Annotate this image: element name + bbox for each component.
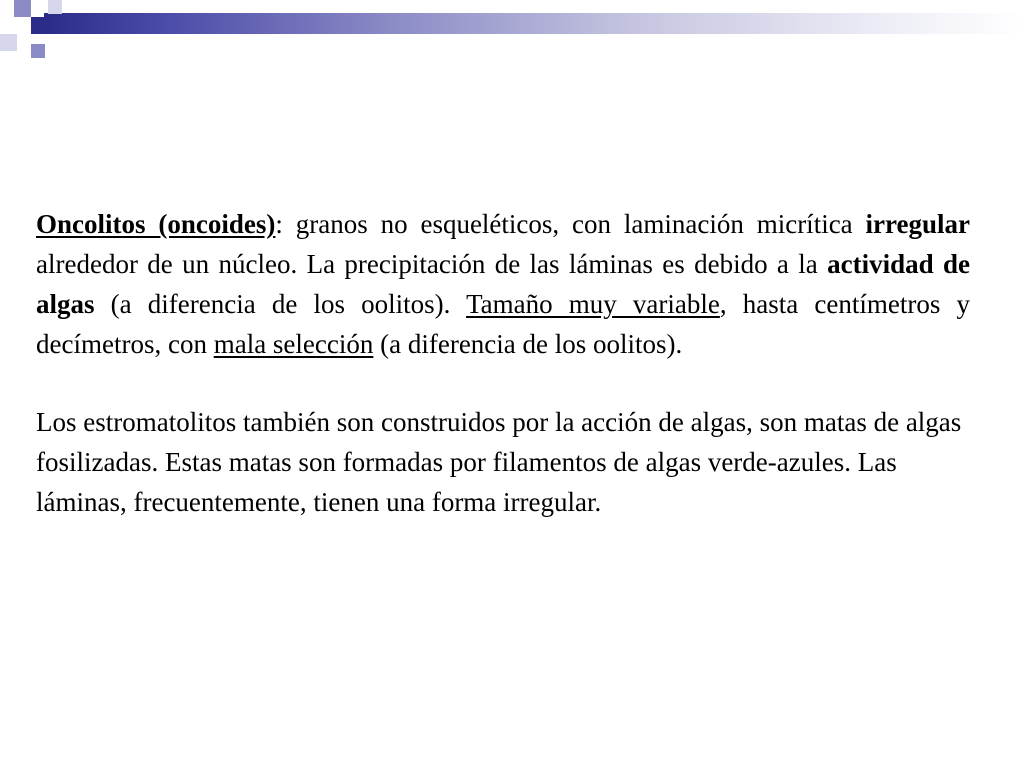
text-segment: alrededor de un núcleo. La precipitación de las láminas es debido a la xyxy=(36,249,828,279)
decor-square xyxy=(31,17,48,34)
term-oncolitos: Oncolitos (oncoides) xyxy=(36,209,276,239)
decor-square xyxy=(14,17,31,34)
slide-body xyxy=(36,204,970,522)
estromatolitos-paragraph: Los estromatolitos también son construidos por la acción de algas, son matas de algas fosilizadas. Estas matas son formadas por filamentos de algas verde-azules. Las láminas, frecuentemente, tienen una forma irregular. xyxy=(36,407,962,517)
decor-square xyxy=(31,44,45,58)
oncolitos-paragraph xyxy=(36,204,970,364)
decor-square xyxy=(48,0,62,14)
term-irregular: irregular xyxy=(865,209,970,239)
decor-square xyxy=(0,34,17,51)
term-mala-seleccion: mala selección xyxy=(213,329,374,359)
term-tamano-muy-variable: Tamaño muy variable xyxy=(466,289,720,319)
text-segment: (a diferencia de los oolitos). xyxy=(373,329,683,359)
text-segment: (a diferencia de los oolitos). xyxy=(94,289,467,319)
term-actividad-de-algas: actividad de algas xyxy=(36,249,970,319)
text-segment: , hasta centímetros y decímetros, con xyxy=(36,289,971,359)
text-segment: : granos no esqueléticos, con laminación micrítica xyxy=(275,209,866,239)
decor-square xyxy=(14,0,31,17)
header-gradient-bar xyxy=(44,13,1024,34)
